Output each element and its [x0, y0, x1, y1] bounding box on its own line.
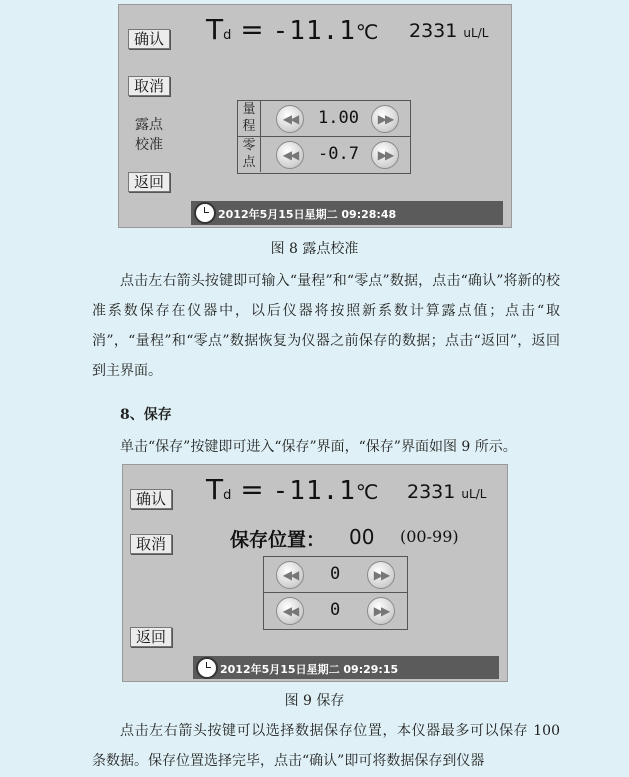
units-value: 0	[330, 600, 341, 620]
back-button[interactable]: 返回	[128, 172, 170, 192]
td-prefix: T	[206, 473, 224, 506]
td-unit: ℃	[355, 480, 379, 504]
side-label-line2: 校准	[135, 137, 163, 153]
ppm-value: 2331	[409, 20, 458, 42]
range-value: 1.00	[318, 108, 359, 128]
figure9-screen	[122, 464, 508, 682]
units-row	[264, 593, 407, 628]
section-heading-save: 8、保存	[120, 407, 172, 423]
datetime-text: 2012年5月15日星期二 09:29:15	[220, 663, 399, 676]
td-subscript: d	[223, 28, 232, 43]
td-eq: =	[231, 13, 273, 46]
back-button[interactable]: 返回	[130, 627, 172, 647]
td-value: -11.1	[272, 476, 356, 506]
td-eq: =	[231, 473, 273, 506]
status-bar	[191, 201, 503, 225]
ppm-value: 2331	[407, 481, 456, 503]
figure8-caption: 图 8 露点校准	[270, 241, 359, 257]
tens-value: 0	[330, 564, 341, 584]
range-row	[238, 101, 410, 137]
zero-value: -0.7	[318, 144, 359, 164]
clock-icon	[196, 657, 218, 679]
td-value: -11.1	[272, 16, 356, 46]
concentration-reading	[409, 20, 488, 42]
dewpoint-reading	[206, 473, 378, 506]
paragraph-3: 点击左右箭头按键可以选择数据保存位置，本仪器最多可以保存 100 条数据。保存位置选择完毕，点击“确认”即可将数据保存到仪器	[92, 723, 560, 769]
arrow-left-icon[interactable]: ◀◀	[276, 141, 304, 169]
arrow-right-icon[interactable]: ▶▶	[367, 561, 395, 589]
row-label: 量程	[238, 101, 261, 136]
arrow-right-icon[interactable]: ▶▶	[371, 105, 399, 133]
zero-row	[238, 137, 410, 172]
clock-icon	[194, 202, 216, 224]
datetime-text: 2012年5月15日星期二 09:28:48	[218, 208, 397, 221]
cancel-button[interactable]: 取消	[128, 76, 170, 96]
row-label: 零点	[238, 137, 261, 172]
status-bar	[193, 656, 499, 679]
calibration-table	[237, 100, 411, 174]
save-position-range: (00-99)	[400, 527, 459, 546]
concentration-reading	[407, 481, 486, 503]
arrow-right-icon[interactable]: ▶▶	[367, 597, 395, 625]
dewpoint-reading	[206, 13, 378, 46]
confirm-button[interactable]: 确认	[128, 29, 170, 49]
save-position-table	[263, 556, 408, 630]
arrow-left-icon[interactable]: ◀◀	[276, 105, 304, 133]
save-position-label: 保存位置：	[230, 529, 326, 551]
tens-row	[264, 557, 407, 593]
ppm-unit: uL/L	[463, 26, 489, 40]
paragraph-1: 点击左右箭头按键即可输入“量程”和“零点”数据，点击“确认”将新的校准系数保存在仪器中，以后仪器将按照新系数计算露点值；点击“取消”，“量程”和“零点”数据恢复为仪器之前保存的数据；点击“返回”，返回到主界面。	[92, 273, 560, 379]
side-label-line1: 露点	[135, 117, 163, 133]
arrow-left-icon[interactable]: ◀◀	[276, 597, 304, 625]
arrow-left-icon[interactable]: ◀◀	[276, 561, 304, 589]
ppm-unit: uL/L	[461, 487, 487, 501]
td-prefix: T	[206, 13, 224, 46]
confirm-button[interactable]: 确认	[130, 489, 172, 509]
save-position-value: 00	[349, 525, 375, 549]
td-subscript: d	[223, 488, 232, 503]
arrow-right-icon[interactable]: ▶▶	[371, 141, 399, 169]
paragraph-2: 单击“保存”按键即可进入“保存”界面，“保存”界面如图 9 所示。	[120, 439, 517, 455]
td-unit: ℃	[355, 20, 379, 44]
figure9-caption: 图 9 保存	[284, 693, 345, 709]
dewpoint-calibration-label	[129, 115, 169, 155]
cancel-button[interactable]: 取消	[130, 534, 172, 554]
figure8-screen	[118, 4, 512, 228]
